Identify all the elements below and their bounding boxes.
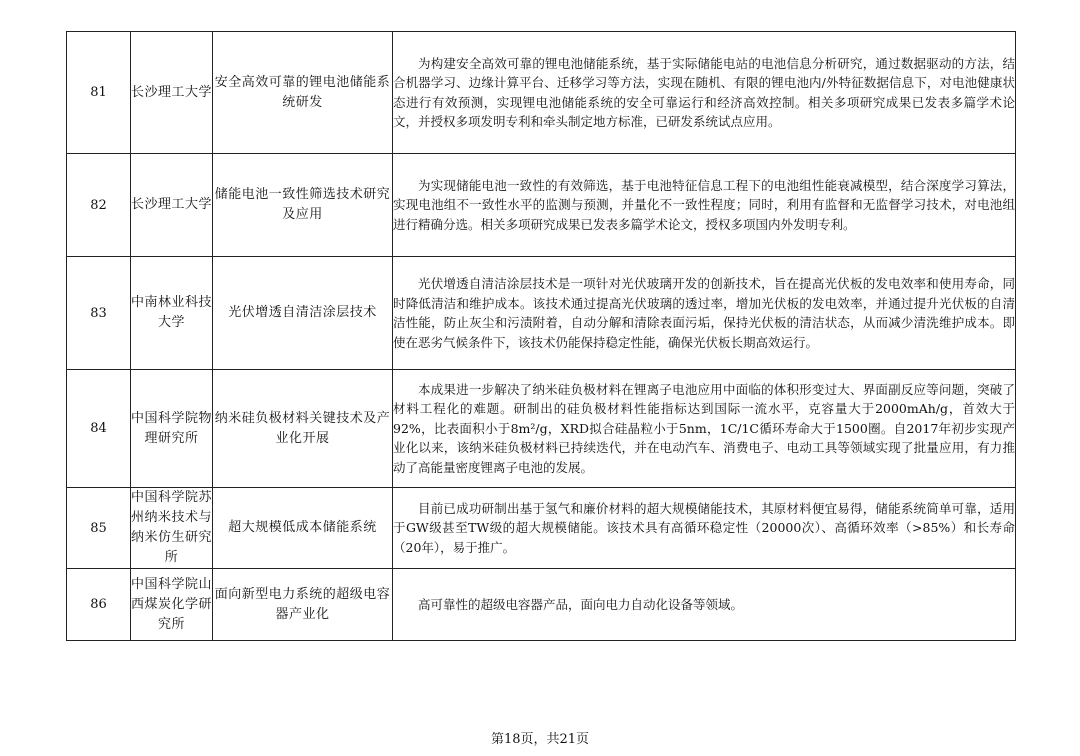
row-number: 82 (67, 154, 131, 257)
project-description: 高可靠性的超级电容器产品，面向电力自动化设备等领域。 (393, 569, 1016, 641)
table-row (67, 569, 1016, 641)
project-name: 面向新型电力系统的超级电容器产业化 (213, 569, 393, 641)
project-description: 为构建安全高效可靠的锂电池储能系统，基于实际储能电站的电池信息分析研究，通过数据驱动的方法，结合机器学习、边缘计算平台、迁移学习等方法，实现在随机、有限的锂电池内/外特征数据信息下，对电池健康状态进行有效预测，实现锂电池储能系统的安全可靠运行和经济高效控制。相关多项研究成果已发表多篇学术论文，并授权多项发明专利和牵头制定地方标准，已研发系统试点应用。 (393, 32, 1016, 154)
row-number: 84 (67, 370, 131, 488)
project-name: 光伏增透自清洁涂层技术 (213, 257, 393, 370)
project-description: 为实现储能电池一致性的有效筛选，基于电池特征信息工程下的电池组性能衰减模型，结合深度学习算法，实现电池组不一致性水平的监测与预测，并量化不一致性程度；同时，利用有监督和无监督学习技术，对电池组进行精确分选。相关多项研究成果已发表多篇学术论文，授权多项国内外发明专利。 (393, 154, 1016, 257)
project-name: 安全高效可靠的锂电池储能系统研发 (213, 32, 393, 154)
organization-name: 中国科学院山西煤炭化学研究所 (131, 569, 213, 641)
table-row (67, 488, 1016, 569)
row-number: 85 (67, 488, 131, 569)
page-number: 第18页，共21页 (490, 732, 590, 747)
project-name: 储能电池一致性筛选技术研究及应用 (213, 154, 393, 257)
organization-name: 中国科学院苏州纳米技术与纳米仿生研究所 (131, 488, 213, 569)
table-row (67, 257, 1016, 370)
project-name: 纳米硅负极材料关键技术及产业化开展 (213, 370, 393, 488)
project-description: 光伏增透自清洁涂层技术是一项针对光伏玻璃开发的创新技术，旨在提高光伏板的发电效率和使用寿命，同时降低清洁和维护成本。该技术通过提高光伏玻璃的透过率，增加光伏板的发电效率，并通过提升光伏板的自清洁性能，防止灰尘和污渍附着，自动分解和清除表面污垢，保持光伏板的清洁状态，从而减少清洗维护成本。即使在恶劣气候条件下，该技术仍能保持稳定性能，确保光伏板长期高效运行。 (393, 257, 1016, 370)
organization-name: 中南林业科技大学 (131, 257, 213, 370)
row-number: 86 (67, 569, 131, 641)
organization-name: 长沙理工大学 (131, 32, 213, 154)
table-row (67, 370, 1016, 488)
table-row (67, 32, 1016, 154)
project-description: 本成果进一步解决了纳米硅负极材料在锂离子电池应用中面临的体积形变过大、界面副反应等问题，突破了材料工程化的难题。研制出的硅负极材料性能指标达到国际一流水平，克容量大于2000mAh/g，首效大于92%，比表面积小于8m²/g，XRD拟合硅晶粒小于5nm，1C/1C循环寿命大于1500圈。自2017年初步实现产业化以来，该纳米硅负极材料已持续迭代，并在电动汽车、消费电子、电动工具等领域实现了批量应用，有力推动了高能量密度锂离子电池的发展。 (393, 370, 1016, 488)
row-number: 81 (67, 32, 131, 154)
organization-name: 中国科学院物理研究所 (131, 370, 213, 488)
organization-name: 长沙理工大学 (131, 154, 213, 257)
row-number: 83 (67, 257, 131, 370)
achievements-table (66, 31, 1016, 641)
table-row (67, 154, 1016, 257)
project-description: 目前已成功研制出基于氢气和廉价材料的超大规模储能技术，其原材料便宜易得，储能系统简单可靠，适用于GW级甚至TW级的超大规模储能。该技术具有高循环稳定性（20000次）、高循环效率（>85%）和长寿命（20年），易于推广。 (393, 488, 1016, 569)
project-name: 超大规模低成本储能系统 (213, 488, 393, 569)
